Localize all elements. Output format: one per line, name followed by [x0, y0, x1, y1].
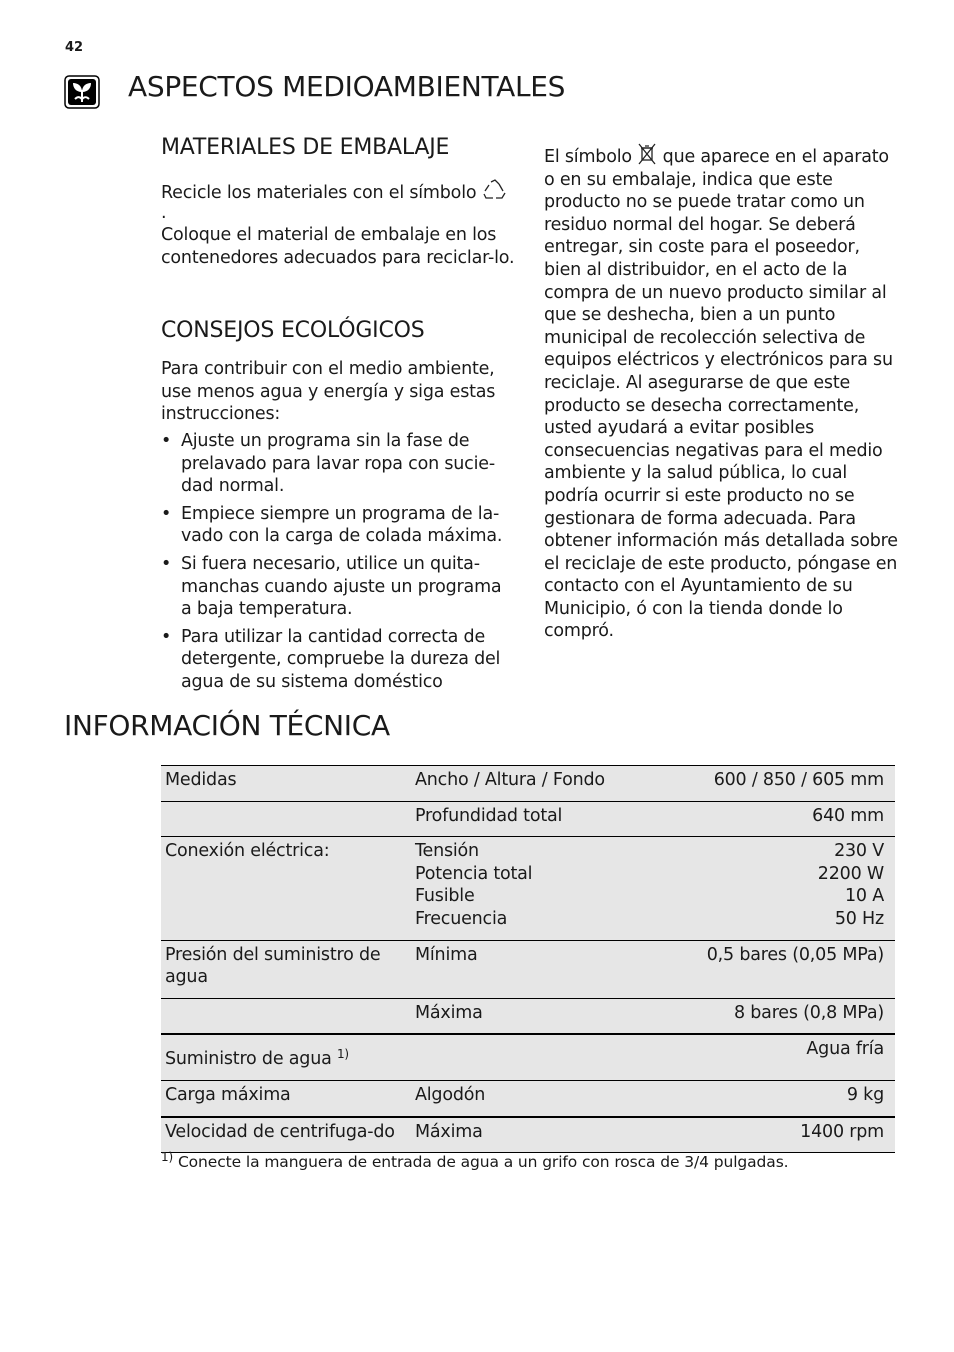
- table-cell: 8 bares (0,8 MPa): [626, 998, 895, 1034]
- heading-packaging: MATERIALES DE EMBALAJE: [161, 135, 450, 160]
- weee-lead: El símbolo: [544, 147, 632, 167]
- table-row: [161, 766, 895, 802]
- recycle-icon: [482, 179, 508, 201]
- table-cell-text: Suministro de agua: [165, 1049, 332, 1070]
- table-cell: Agua fría: [626, 1034, 895, 1080]
- packaging-line1-text: Recicle los materiales con el símbolo: [161, 183, 477, 203]
- table-cell: Conexión eléctrica:: [161, 837, 411, 940]
- table-cell: Ancho / Altura / Fondo: [411, 766, 626, 802]
- table-cell: [161, 998, 411, 1034]
- list-item: • Para utilizar la cantidad correcta de detergente, compruebe la dureza del agua de su sistema doméstico: [161, 626, 516, 694]
- table-cell: [411, 837, 626, 940]
- table-cell: Medidas: [161, 766, 411, 802]
- table-cell-line: Frecuencia: [415, 908, 508, 929]
- table-cell: Máxima: [411, 1117, 626, 1153]
- table-cell: [626, 837, 895, 940]
- table-cell: [161, 1034, 411, 1080]
- footnote: [161, 1150, 789, 1171]
- list-item: • Empiece siempre un programa de la-vado con la carga de colada máxima.: [161, 503, 516, 548]
- table-row: [161, 801, 895, 837]
- list-item: • Ajuste un programa sin la fase de prelavado para lavar ropa con sucie-dad normal.: [161, 430, 516, 498]
- table-cell: [411, 1034, 626, 1080]
- table-cell-line: Potencia total: [415, 863, 533, 884]
- table-row: [161, 1080, 895, 1116]
- table-cell: 9 kg: [626, 1080, 895, 1116]
- crossed-bin-icon: [637, 143, 657, 165]
- packaging-line2: Coloque el material de embalaje en los contenedores adecuados para reciclar-lo.: [161, 225, 515, 268]
- list-item: • Si fuera necesario, utilice un quita-manchas cuando ajuste un programa a baja temperatura.: [161, 553, 516, 621]
- environment-leaf-icon: [64, 75, 100, 109]
- table-cell: Mínima: [411, 940, 626, 998]
- eco-tips-list: [161, 430, 516, 699]
- table-cell: Velocidad de centrifuga-do: [161, 1117, 411, 1153]
- footnote-mark: 1): [161, 1150, 174, 1164]
- weee-paragraph: [544, 143, 899, 643]
- table-cell: Algodón: [411, 1080, 626, 1116]
- packaging-line1: [161, 179, 516, 205]
- eco-tips-intro: Para contribuir con el medio ambiente, use menos agua y energía y siga estas instrucciones:: [161, 359, 496, 425]
- table-cell: 0,5 bares (0,05 MPa): [626, 940, 895, 998]
- table-row: [161, 1034, 895, 1080]
- table-row: [161, 998, 895, 1034]
- table-cell: [161, 801, 411, 837]
- table-cell-line: 2200 W: [817, 863, 884, 884]
- table-cell-line: 50 Hz: [834, 908, 884, 929]
- section-title-technical: INFORMACIÓN TÉCNICA: [64, 709, 390, 742]
- table-cell-line: 230 V: [834, 841, 884, 862]
- table-cell: 1400 rpm: [626, 1117, 895, 1153]
- table-row: [161, 1117, 895, 1153]
- technical-table: [161, 765, 895, 1153]
- heading-eco-tips: CONSEJOS ECOLÓGICOS: [161, 318, 425, 343]
- table-cell-line: Tensión: [415, 841, 479, 862]
- page-number: 42: [65, 40, 84, 55]
- section-title-environment: ASPECTOS MEDIOAMBIENTALES: [128, 70, 566, 103]
- table-cell-line: 10 A: [844, 886, 884, 907]
- table-row: [161, 837, 895, 940]
- footnote-ref: 1): [336, 1047, 349, 1062]
- table-row: [161, 940, 895, 998]
- table-cell: Máxima: [411, 998, 626, 1034]
- footnote-text: Conecte la manguera de entrada de agua a un grifo con rosca de 3/4 pulgadas.: [177, 1153, 789, 1171]
- table-cell: 640 mm: [626, 801, 895, 837]
- table-cell: Carga máxima: [161, 1080, 411, 1116]
- table-cell: 600 / 850 / 605 mm: [626, 766, 895, 802]
- table-cell: Profundidad total: [411, 801, 626, 837]
- packaging-line1-end: .: [161, 203, 167, 223]
- table-cell: Presión del suministro de agua: [161, 940, 411, 998]
- weee-text: que aparece en el aparato o en su embalaje, indica que este producto no se puede tratar como un residuo normal del hogar. Se deberá entregar, sin coste para el poseedor, bien al distribuidor, en el acto de la compra de un nuevo producto similar al que se deshecha, bien a un punto municipal de recolección selectiva de equipos eléctricos y electrónicos para su reciclaje. Al asegurarse de que este producto se desecha correctamente, usted ayudará a evitar posibles consecuencias negativas para el medio ambiente y la salud pública, lo cual podría ocurrir si este producto no se gestionara de forma adecuada. Para obtener información más detallada sobre el reciclaje de este producto, póngase en contacto con el Ayuntamiento de su Municipio, ó con la tienda donde lo compró.: [544, 147, 898, 642]
- table-cell-line: Fusible: [415, 886, 475, 907]
